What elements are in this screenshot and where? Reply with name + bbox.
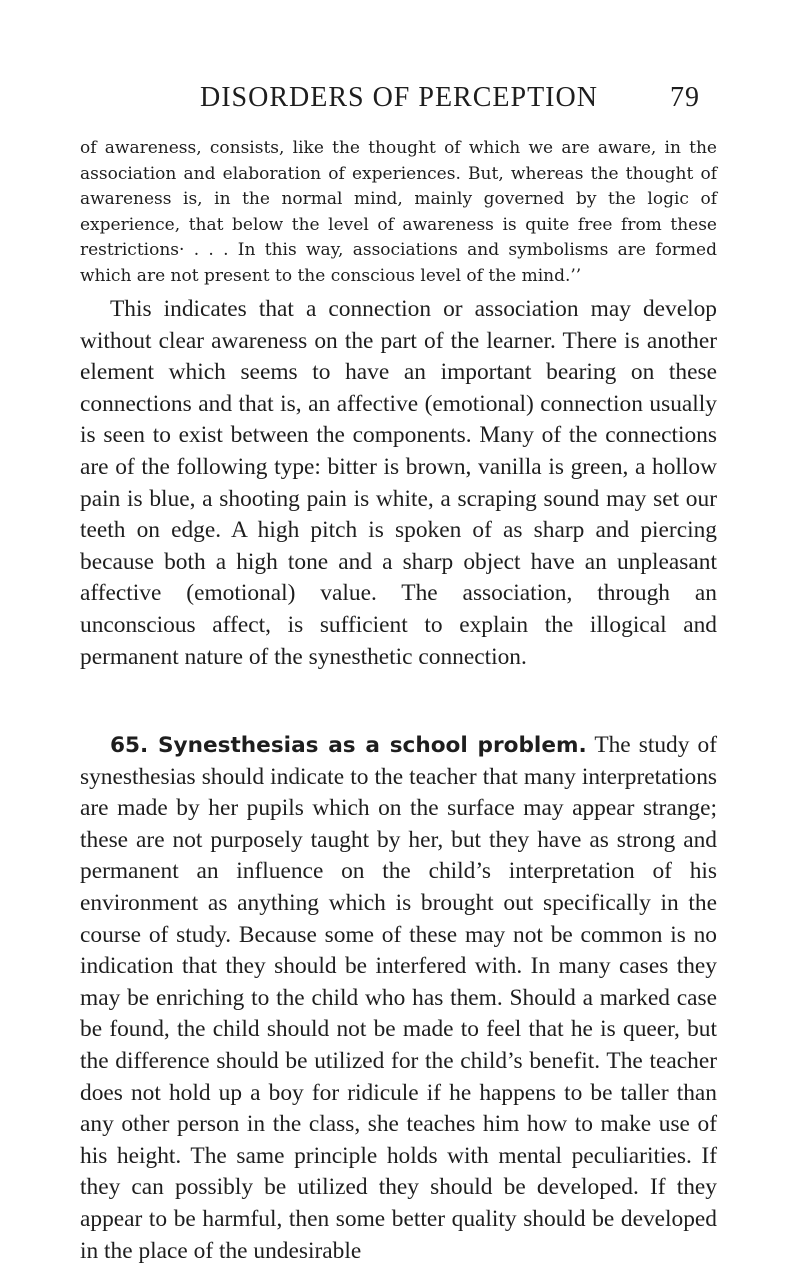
- chapter-title: DISORDERS OF PERCEPTION: [200, 82, 598, 113]
- quoted-passage: [80, 136, 717, 289]
- section-paragraph: [80, 730, 717, 1267]
- paragraph-text: This indicates that a connection or association may develop without clear awareness on the part of the learner. There is another element which seems to have an important bearing on these connections and that is, an affective (emotional) connection usually is seen to exist between the components. Many of the connections are of the following type: bitter is brown, vanilla is green, a hollow pain is blue, a shooting pain is white, a scraping sound may set our teeth on edge. A high pitch is spoken of as sharp and piercing because both a high tone and a sharp object have an unpleasant affective (emotional) value. The association, through an unconscious affect, is sufficient to explain the illogical and permanent nature of the synesthetic connection.: [80, 296, 717, 670]
- section-65: [80, 730, 717, 1267]
- page-number: 79: [670, 82, 700, 113]
- running-head: [200, 82, 700, 118]
- quoted-text: of awareness, consists, like the thought of which we are aware, in the association and elaboration of experiences. But, whereas the thought of awareness is, in the normal mind, mainly governed by the logic of experience, that below the level of awareness is quite free from these restrictions· . . . In this way, associations and symbolisms are formed which are not present to the conscious level of the mind.’’: [80, 138, 717, 286]
- body-paragraph-1: [80, 294, 717, 673]
- section-body-text: The study of synesthesias should indicate to the teacher that many interpretations are made by her pupils which on the surface may appear strange; these are not purposely taught by her, but they have as strong and permanent an influence on the child’s interpretation of his environment as anything which is brought out specifically in the course of study. Because some of these may not be common is no indication that they should be interfered with. In many cases they may be enriching to the child who has them. Should a marked case be found, the child should not be made to feel that he is queer, but the difference should be utilized for the child’s benefit. The teacher does not hold up a boy for ridicule if he happens to be taller than any other person in the class, she teaches him how to make use of his height. The same principle holds with mental peculiarities. If they can possibly be utilized they should be developed. If they appear to be harmful, then some better quality should be developed in the place of the undesirable: [80, 732, 717, 1264]
- section-heading: 65. Synesthesias as a school problem.: [110, 733, 587, 758]
